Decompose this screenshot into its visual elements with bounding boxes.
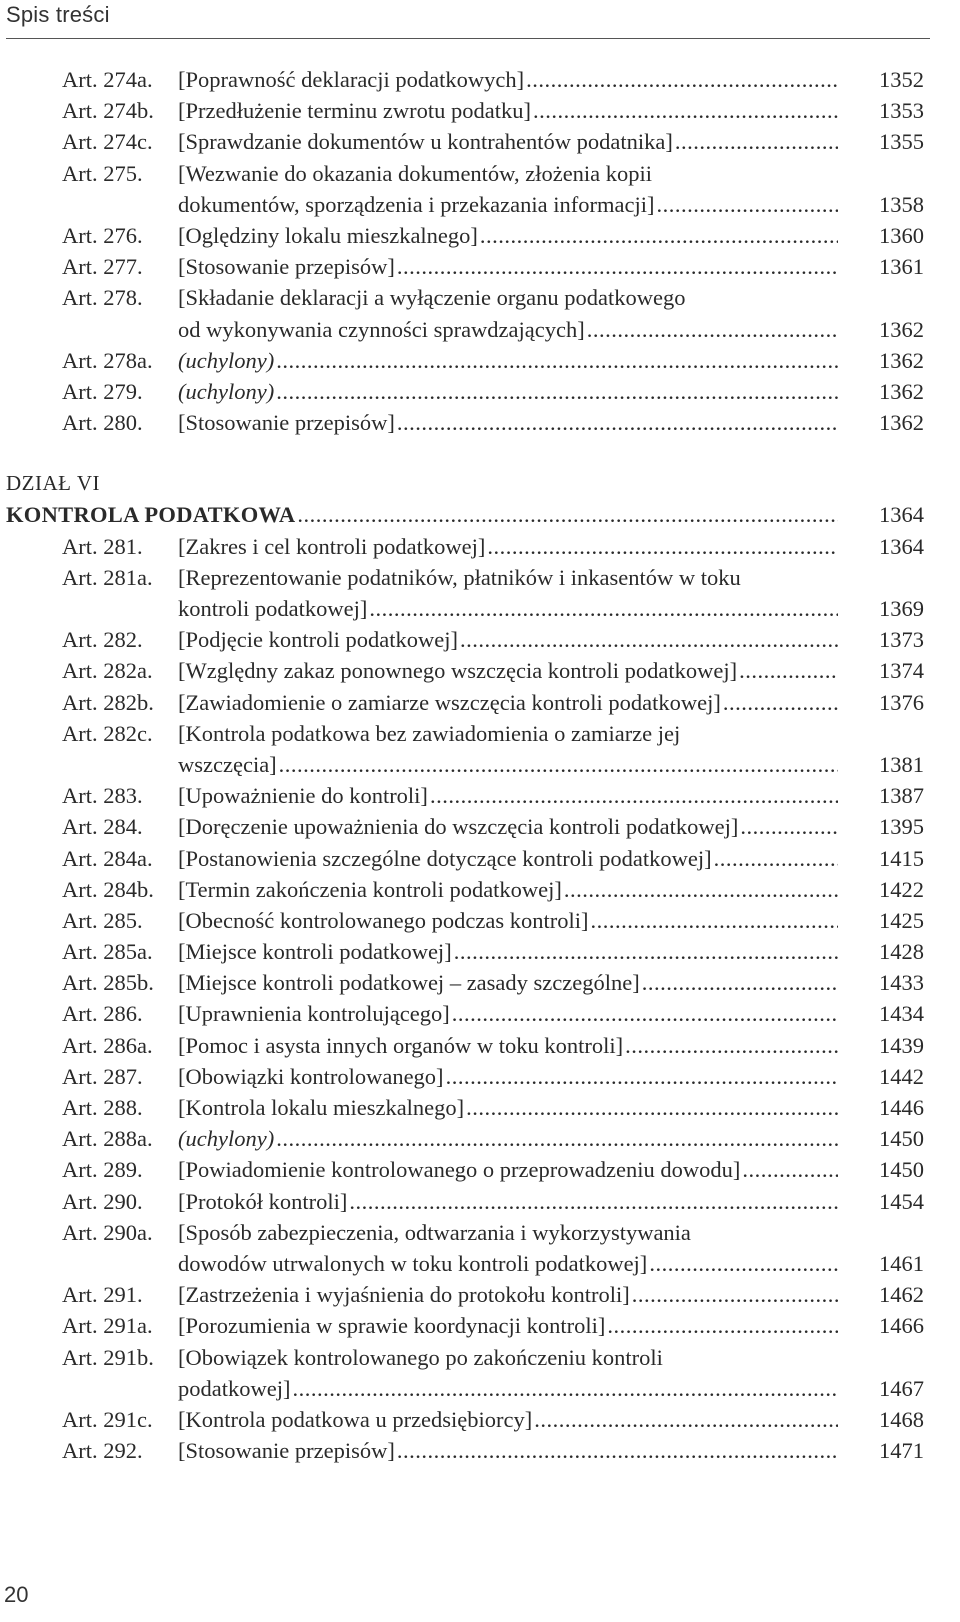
page-ref: 1439 (879, 1032, 924, 1058)
dot-leader (632, 1279, 838, 1310)
page-ref: 1362 (879, 410, 924, 436)
article-number: Art. 285b. (62, 970, 154, 996)
page-ref: 1362 (879, 378, 924, 404)
toc-entry[interactable] (0, 967, 960, 998)
toc-entry-line (0, 718, 960, 749)
dot-leader (369, 593, 838, 624)
article-title-with-leader (178, 1435, 838, 1466)
article-title: [Względny zakaz ponownego wszczęcia kontroli podatkowej] (178, 658, 738, 684)
toc-entry[interactable] (0, 624, 960, 655)
page-ref: 1374 (879, 658, 924, 684)
toc-entry-line (0, 1373, 960, 1404)
article-number: Art. 284. (62, 814, 143, 840)
page-ref: 1466 (879, 1313, 924, 1339)
section-title: KONTROLA PODATKOWA (6, 502, 296, 528)
article-title: [Termin zakończenia kontroli podatkowej] (178, 876, 562, 902)
page-ref: 1461 (879, 1250, 924, 1276)
toc-entry-line (0, 1030, 960, 1061)
dot-leader (397, 251, 838, 282)
article-title-with-leader (178, 376, 838, 407)
article-title-with-leader (178, 1154, 838, 1185)
dot-leader (487, 531, 838, 562)
toc-entry-line (0, 1092, 960, 1123)
article-title-with-leader (178, 95, 838, 126)
section-title-line[interactable] (0, 499, 960, 530)
toc-entry-line (0, 314, 960, 345)
article-title-with-leader (178, 843, 838, 874)
article-title: [Zakres i cel kontroli podatkowej] (178, 533, 486, 559)
toc-entry-line (0, 1186, 960, 1217)
page-ref: 1422 (879, 876, 924, 902)
article-number: Art. 278a. (62, 347, 153, 373)
article-number: Art. 282c. (62, 720, 153, 746)
toc-entry[interactable] (0, 1061, 960, 1092)
article-title: [Sposób zabezpieczenia, odtwarzania i wykorzystywania (178, 1219, 691, 1245)
page-ref: 1353 (879, 98, 924, 124)
page-ref: 1369 (879, 596, 924, 621)
dot-leader (740, 811, 838, 842)
section-label: DZIAŁ VI (6, 471, 101, 496)
article-title: [Reprezentowanie podatników, płatników i inkasentów w toku (178, 564, 741, 590)
article-number: Art. 276. (62, 222, 143, 248)
toc-entry[interactable] (0, 936, 960, 967)
article-title: [Zawiadomienie o zamiarze wszczęcia kontroli podatkowej] (178, 689, 721, 715)
dot-leader (466, 1092, 838, 1123)
toc-entry[interactable] (0, 1030, 960, 1061)
article-title: [Miejsce kontroli podatkowej] (178, 939, 452, 965)
page-ref: 1450 (879, 1126, 924, 1152)
article-title-with-leader (178, 251, 838, 282)
article-title: [Stosowanie przepisów] (178, 1438, 395, 1464)
dot-leader (649, 1248, 838, 1279)
article-title-with-leader (178, 998, 838, 1029)
dot-leader (276, 1123, 838, 1154)
article-number: Art. 274c. (62, 129, 153, 155)
article-number: Art. 289. (62, 1157, 143, 1183)
dot-leader (279, 749, 838, 780)
article-title: [Poprawność deklaracji podatkowych] (178, 67, 525, 92)
article-title-with-leader (178, 1186, 838, 1217)
article-title: [Upoważnienie do kontroli] (178, 783, 428, 809)
article-title-with-leader (178, 64, 838, 95)
article-title-with-leader (178, 1310, 838, 1341)
page-ref: 1352 (879, 67, 924, 92)
page-ref: 1415 (879, 845, 924, 871)
article-title: [Postanowienia szczególne dotyczące kontroli podatkowej] (178, 845, 712, 871)
article-number: Art. 274a. (62, 67, 153, 92)
toc-entry-line (0, 1342, 960, 1373)
dot-leader (452, 998, 838, 1029)
article-title: [Sprawdzanie dokumentów u kontrahentów podatnika] (178, 129, 673, 155)
dot-leader (714, 843, 838, 874)
article-title-with-leader (178, 1030, 838, 1061)
section-title-with-leader (6, 499, 838, 530)
toc-entry-line (0, 376, 960, 407)
article-number: Art. 283. (62, 783, 143, 809)
article-number: Art. 291b. (62, 1344, 154, 1370)
article-title: [Miejsce kontroli podatkowej – zasady szczególne] (178, 970, 640, 996)
dot-leader (454, 936, 838, 967)
article-title: [Podjęcie kontroli podatkowej] (178, 627, 458, 653)
article-title-with-leader (178, 624, 838, 655)
page-ref: 1360 (879, 222, 924, 248)
article-title: [Pomoc i asysta innych organów w toku kontroli] (178, 1032, 624, 1058)
toc-entry-line (0, 1279, 960, 1310)
page-ref: 1387 (879, 783, 924, 809)
article-title-with-leader (178, 1061, 838, 1092)
article-number: Art. 288a. (62, 1126, 153, 1152)
article-number: Art. 291. (62, 1282, 143, 1308)
article-title: [Kontrola podatkowa u przedsiębiorcy] (178, 1406, 533, 1432)
article-title: [Przedłużenie terminu zwrotu podatku] (178, 98, 532, 124)
article-number: Art. 280. (62, 410, 143, 436)
section-heading (0, 468, 960, 530)
toc-entry-line (0, 407, 960, 438)
article-number: Art. 290. (62, 1188, 143, 1214)
article-title-with-leader (178, 1404, 838, 1435)
article-title-with-leader (178, 936, 838, 967)
page-ref: 1428 (879, 939, 924, 965)
dot-leader (397, 1435, 838, 1466)
toc-entry-line (0, 251, 960, 282)
page-ref: 1462 (879, 1282, 924, 1308)
article-number: Art. 281. (62, 533, 143, 559)
article-title-with-leader (178, 407, 838, 438)
page-ref: 1468 (879, 1406, 924, 1432)
toc-entry[interactable] (0, 718, 960, 780)
article-title-with-leader (178, 811, 838, 842)
toc-entry-line (0, 655, 960, 686)
dot-leader (742, 1154, 838, 1185)
toc-entry-line (0, 531, 960, 562)
article-title-with-leader (178, 593, 838, 624)
table-of-contents (0, 64, 960, 1466)
article-number: Art. 292. (62, 1438, 143, 1464)
article-number: Art. 278. (62, 285, 143, 311)
page-ref: 1361 (879, 254, 924, 280)
page-ref: 1467 (879, 1375, 924, 1401)
article-number: Art. 282a. (62, 658, 153, 684)
article-number: Art. 291c. (62, 1406, 153, 1432)
dot-leader (656, 189, 838, 220)
article-title-with-leader (178, 314, 838, 345)
article-number: Art. 282b. (62, 689, 154, 715)
article-title: [Oględziny lokalu mieszkalnego] (178, 222, 478, 248)
article-number: Art. 286. (62, 1001, 143, 1027)
toc-entry-line (0, 1154, 960, 1185)
toc-entry[interactable] (0, 158, 960, 220)
page-ref: 1433 (879, 970, 924, 996)
page-ref: 1373 (879, 627, 924, 653)
article-title-with-leader (178, 655, 838, 686)
article-number: Art. 281a. (62, 564, 153, 590)
toc-entry[interactable] (0, 1342, 960, 1404)
toc-entry[interactable] (0, 998, 960, 1029)
article-title: [Stosowanie przepisów] (178, 410, 395, 436)
article-title-with-leader (178, 1123, 838, 1154)
article-title: [Obowiązek kontrolowanego po zakończeniu kontroli (178, 1344, 663, 1370)
article-title: [Stosowanie przepisów] (178, 254, 395, 280)
article-title-with-leader (178, 189, 838, 220)
article-title-with-leader (178, 780, 838, 811)
article-title-with-leader (178, 126, 838, 157)
toc-entry[interactable] (0, 655, 960, 686)
article-title: [Zastrzeżenia i wyjaśnienia do protokołu kontroli] (178, 1282, 630, 1308)
toc-entry[interactable] (0, 220, 960, 251)
article-number: Art. 288. (62, 1095, 143, 1120)
article-title-with-leader (178, 345, 838, 376)
article-number: Art. 291a. (62, 1313, 153, 1339)
toc-entry-line (0, 1310, 960, 1341)
toc-entry-line (0, 282, 960, 313)
article-title: dokumentów, sporządzenia i przekazania informacji] (178, 191, 655, 217)
page-header (6, 0, 930, 39)
toc-entry[interactable] (0, 1154, 960, 1185)
toc-entry[interactable] (0, 1186, 960, 1217)
page-ref: 1358 (879, 191, 924, 217)
article-title: [Kontrola lokalu mieszkalnego] (178, 1095, 465, 1120)
article-number: Art. 287. (62, 1063, 143, 1089)
dot-leader (397, 407, 838, 438)
toc-entry[interactable] (0, 811, 960, 842)
article-title-with-leader (178, 687, 838, 718)
article-title: dowodów utrwalonych w toku kontroli podatkowej] (178, 1250, 648, 1276)
article-title-with-leader (178, 1373, 838, 1404)
toc-entry-line (0, 220, 960, 251)
article-title: kontroli podatkowej] (178, 596, 368, 621)
toc-entry[interactable] (0, 531, 960, 562)
toc-entry-line (0, 1404, 960, 1435)
article-number: Art. 279. (62, 378, 143, 404)
toc-entry-line (0, 95, 960, 126)
toc-entry-line (0, 1435, 960, 1466)
dot-leader (292, 1373, 838, 1404)
article-title: [Uprawnienia kontrolującego] (178, 1001, 450, 1027)
section-label-line (0, 468, 960, 499)
toc-entry[interactable] (0, 1279, 960, 1310)
dot-leader (739, 655, 838, 686)
dot-leader (591, 905, 838, 936)
toc-entry[interactable] (0, 905, 960, 936)
article-number: Art. 286a. (62, 1032, 153, 1058)
toc-entry-line (0, 687, 960, 718)
article-title-with-leader (178, 1092, 838, 1123)
article-number: Art. 275. (62, 160, 143, 186)
toc-entry-line (0, 749, 960, 780)
article-number: Art. 285. (62, 907, 143, 933)
dot-leader (564, 874, 838, 905)
toc-entry-line (0, 905, 960, 936)
page-ref: 1376 (879, 689, 924, 715)
toc-entry-line (0, 998, 960, 1029)
dot-leader (446, 1061, 838, 1092)
toc-entry[interactable] (0, 874, 960, 905)
toc-entry[interactable] (0, 126, 960, 157)
article-title: od wykonywania czynności sprawdzających] (178, 316, 585, 342)
article-title-with-leader (178, 905, 838, 936)
article-number: Art. 290a. (62, 1219, 153, 1245)
toc-entry[interactable] (0, 687, 960, 718)
article-title: (uchylony) (178, 378, 275, 404)
dot-leader (587, 314, 838, 345)
dot-leader (607, 1310, 838, 1341)
page-ref: 1446 (879, 1095, 924, 1120)
page-ref: 1434 (879, 1001, 924, 1027)
page-ref: 1442 (879, 1063, 924, 1089)
article-title: (uchylony) (178, 1126, 275, 1152)
article-title-with-leader (178, 967, 838, 998)
dot-leader (430, 780, 838, 811)
toc-entry-line (0, 562, 960, 593)
toc-entry[interactable] (0, 1092, 960, 1123)
article-number: Art. 285a. (62, 939, 153, 965)
toc-entry-line (0, 1217, 960, 1248)
article-title: wszczęcia] (178, 751, 277, 777)
dot-leader (625, 1030, 838, 1061)
article-title: [Obowiązki kontrolowanego] (178, 1063, 444, 1089)
article-title-with-leader (178, 749, 838, 780)
article-title: [Składanie deklaracji a wyłączenie organu podatkowego (178, 285, 686, 311)
page-number: 20 (4, 1582, 29, 1607)
dot-leader (297, 499, 838, 530)
dot-leader (675, 126, 838, 157)
page-ref: 1362 (879, 316, 924, 342)
toc-entry-line (0, 1061, 960, 1092)
dot-leader (642, 967, 838, 998)
toc-entry-line (0, 843, 960, 874)
page-ref: 1471 (879, 1438, 924, 1464)
article-number: Art. 277. (62, 254, 143, 280)
article-title: [Powiadomienie kontrolowanego o przeprowadzeniu dowodu] (178, 1157, 741, 1183)
article-title-with-leader (178, 531, 838, 562)
toc-entry[interactable] (0, 64, 960, 95)
article-number: Art. 282. (62, 627, 143, 653)
toc-entry-line (0, 780, 960, 811)
page-ref: 1381 (879, 751, 924, 777)
dot-leader (349, 1186, 838, 1217)
toc-entry-line (0, 593, 960, 624)
toc-entry-line (0, 345, 960, 376)
article-title-with-leader (178, 1279, 838, 1310)
toc-entry[interactable] (0, 562, 960, 624)
article-number: Art. 284a. (62, 845, 153, 871)
article-title: podatkowej] (178, 1375, 291, 1401)
article-title: [Protokół kontroli] (178, 1188, 348, 1214)
article-title-with-leader (178, 220, 838, 251)
toc-entry[interactable] (0, 843, 960, 874)
toc-entry[interactable] (0, 1123, 960, 1154)
toc-entry[interactable] (0, 282, 960, 344)
dot-leader (276, 376, 838, 407)
dot-leader (723, 687, 838, 718)
page-header-title: Spis treści (6, 2, 110, 27)
dot-leader (526, 64, 838, 95)
article-title-with-leader (178, 874, 838, 905)
page-ref: 1364 (879, 533, 924, 559)
toc-entry[interactable] (0, 95, 960, 126)
toc-entry[interactable] (0, 1310, 960, 1341)
dot-leader (534, 1404, 838, 1435)
toc-entry[interactable] (0, 1404, 960, 1435)
toc-entry-line (0, 64, 960, 95)
toc-entry[interactable] (0, 1217, 960, 1279)
article-title: [Doręczenie upoważnienia do wszczęcia kontroli podatkowej] (178, 814, 739, 840)
toc-entry-line (0, 189, 960, 220)
dot-leader (276, 345, 838, 376)
toc-entry-line (0, 967, 960, 998)
article-title-with-leader (178, 1248, 838, 1279)
dot-leader (480, 220, 838, 251)
article-number: Art. 284b. (62, 876, 154, 902)
article-title: (uchylony) (178, 347, 275, 373)
toc-entry-line (0, 1248, 960, 1279)
article-number: Art. 274b. (62, 98, 154, 124)
toc-entry[interactable] (0, 251, 960, 282)
toc-entry-line (0, 158, 960, 189)
page-ref: 1454 (879, 1188, 924, 1214)
article-title: [Wezwanie do okazania dokumentów, złożenia kopii (178, 160, 653, 186)
page-ref: 1425 (879, 907, 924, 933)
toc-entry-line (0, 936, 960, 967)
toc-entry-line (0, 126, 960, 157)
dot-leader (460, 624, 838, 655)
article-title: [Porozumienia w sprawie koordynacji kontroli] (178, 1313, 606, 1339)
article-title: [Kontrola podatkowa bez zawiadomienia o zamiarze jej (178, 720, 681, 746)
toc-entry[interactable] (0, 407, 960, 438)
page-ref: 1364 (879, 502, 924, 528)
toc-entry[interactable] (0, 345, 960, 376)
toc-entry-line (0, 811, 960, 842)
page-ref: 1355 (879, 129, 924, 155)
toc-entry-line (0, 624, 960, 655)
toc-entry[interactable] (0, 376, 960, 407)
toc-entry-line (0, 1123, 960, 1154)
page-ref: 1450 (879, 1157, 924, 1183)
article-title: [Obecność kontrolowanego podczas kontroli] (178, 907, 589, 933)
dot-leader (533, 95, 838, 126)
toc-entry[interactable] (0, 780, 960, 811)
toc-entry[interactable] (0, 1435, 960, 1466)
toc-entry-line (0, 874, 960, 905)
page-ref: 1362 (879, 347, 924, 373)
page-ref: 1395 (879, 814, 924, 840)
